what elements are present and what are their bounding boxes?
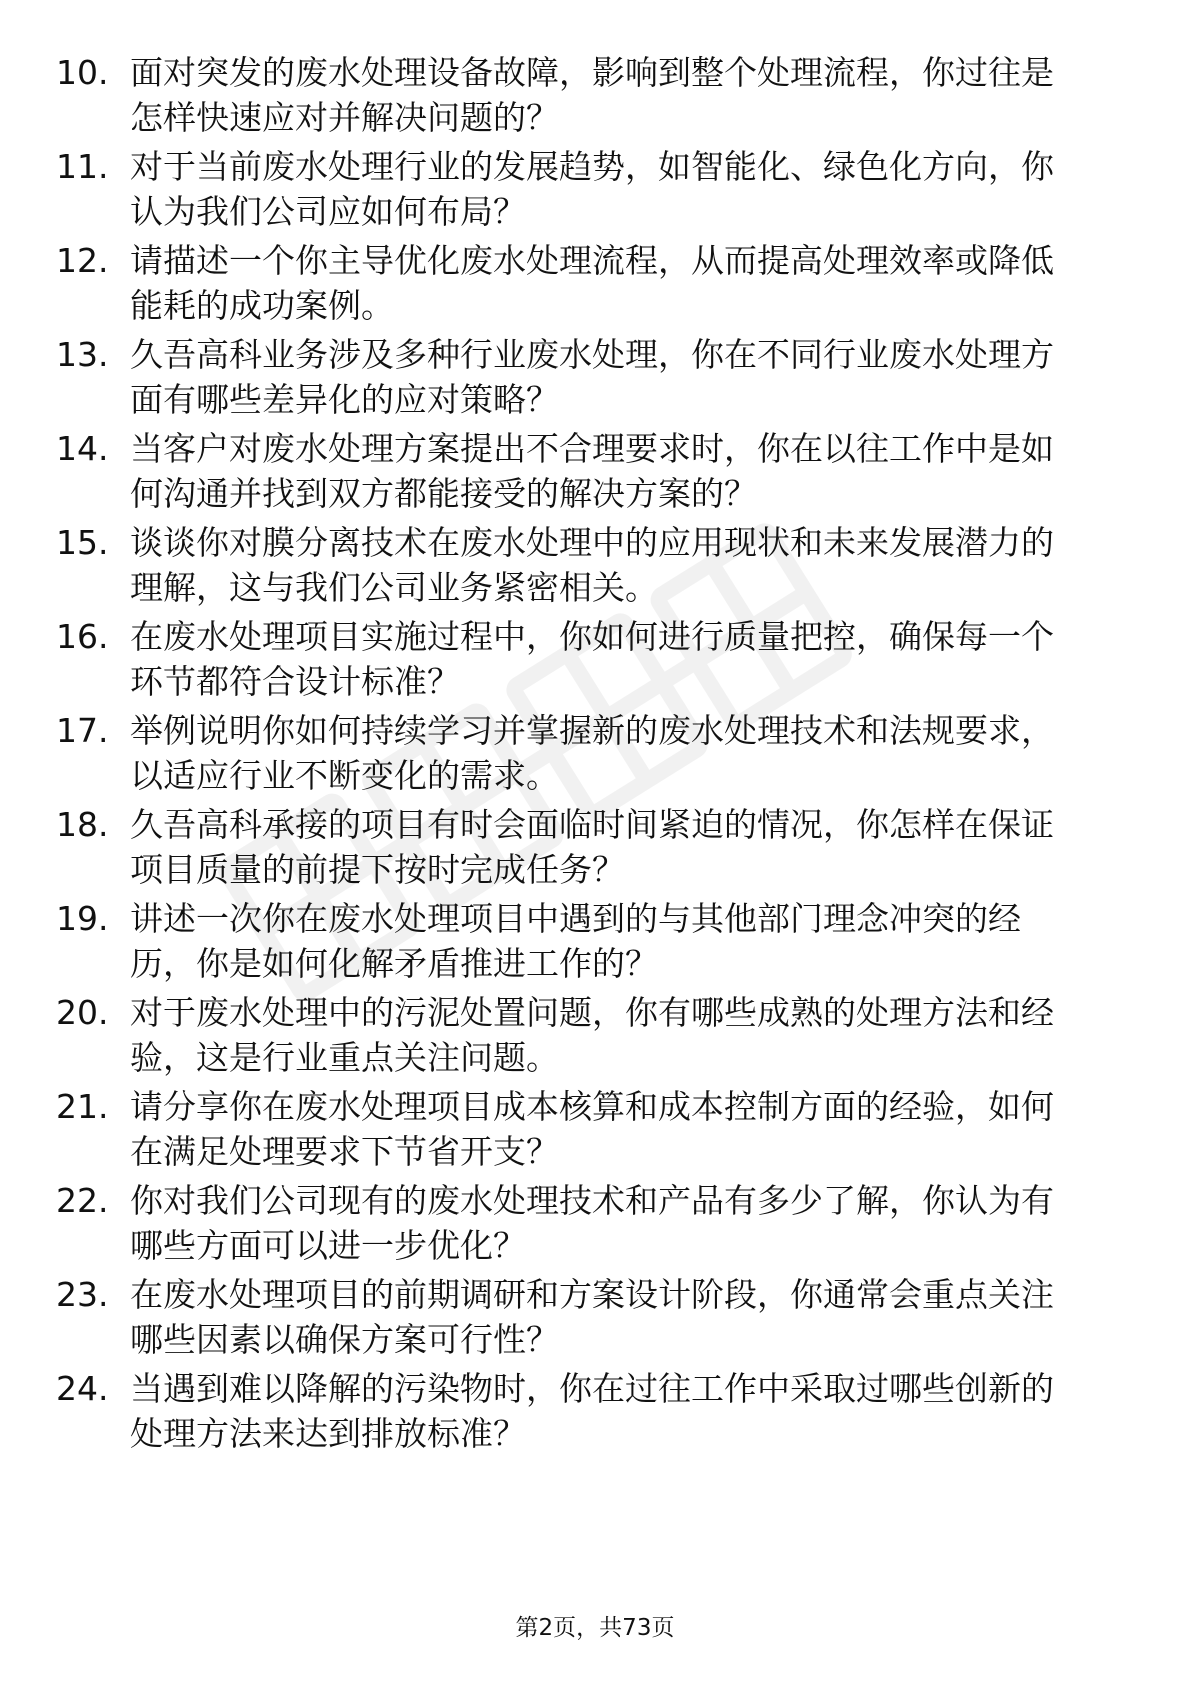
question-text: 面对突发的废水处理设备故障，影响到整个处理流程，你过往是 怎样快速应对并解决问题的？ xyxy=(130,53,1054,137)
question-item xyxy=(56,50,1136,150)
question-number: 19. xyxy=(56,899,109,938)
question-text: 久吾高科业务涉及多种行业废水处理，你在不同行业废水处理方 面有哪些差异化的应对策略？ xyxy=(130,335,1054,419)
question-number: 16. xyxy=(56,617,109,656)
question-item xyxy=(56,1178,1136,1278)
question-text: 请描述一个你主导优化废水处理流程，从而提高处理效率或降低 能耗的成功案例。 xyxy=(130,241,1054,325)
question-item xyxy=(56,1272,1136,1372)
question-text: 讲述一次你在废水处理项目中遇到的与其他部门理念冲突的经 历，你是如何化解矛盾推进工作的？ xyxy=(130,899,1021,983)
question-number: 21. xyxy=(56,1087,109,1126)
question-text: 你对我们公司现有的废水处理技术和产品有多少了解，你认为有 哪些方面可以进一步优化？ xyxy=(130,1181,1054,1265)
question-item xyxy=(56,426,1136,526)
question-text: 在废水处理项目实施过程中，你如何进行质量把控，确保每一个 环节都符合设计标准？ xyxy=(130,617,1054,701)
question-text: 当遇到难以降解的污染物时，你在过往工作中采取过哪些创新的 处理方法来达到排放标准？ xyxy=(130,1369,1054,1453)
question-text: 在废水处理项目的前期调研和方案设计阶段，你通常会重点关注 哪些因素以确保方案可行性？ xyxy=(130,1275,1054,1359)
question-item xyxy=(56,990,1136,1090)
page-footer: 第2页，共73页 xyxy=(515,1615,675,1641)
question-text: 谈谈你对膜分离技术在废水处理中的应用现状和未来发展潜力的 理解，这与我们公司业务紧密相关。 xyxy=(130,523,1054,607)
question-number: 18. xyxy=(56,805,109,844)
question-number: 13. xyxy=(56,335,109,374)
question-item xyxy=(56,802,1136,902)
question-number: 23. xyxy=(56,1275,109,1314)
question-number: 22. xyxy=(56,1181,109,1220)
question-number: 10. xyxy=(56,53,109,92)
question-item xyxy=(56,1366,1136,1466)
question-item xyxy=(56,1084,1136,1184)
question-text: 对于废水处理中的污泥处置问题，你有哪些成熟的处理方法和经 验，这是行业重点关注问题。 xyxy=(130,993,1054,1077)
question-text: 久吾高科承接的项目有时会面临时间紧迫的情况，你怎样在保证 项目质量的前提下按时完成任务？ xyxy=(130,805,1054,889)
question-item xyxy=(56,520,1136,620)
question-number: 20. xyxy=(56,993,109,1032)
question-text: 当客户对废水处理方案提出不合理要求时，你在以往工作中是如 何沟通并找到双方都能接受的解决方案的？ xyxy=(130,429,1054,513)
question-number: 17. xyxy=(56,711,109,750)
question-number: 24. xyxy=(56,1369,109,1408)
question-item xyxy=(56,896,1136,996)
question-number: 15. xyxy=(56,523,109,562)
question-item xyxy=(56,708,1136,808)
question-item xyxy=(56,238,1136,338)
question-number: 11. xyxy=(56,147,109,186)
question-text: 对于当前废水处理行业的发展趋势，如智能化、绿色化方向，你 认为我们公司应如何布局？ xyxy=(130,147,1054,231)
question-text: 举例说明你如何持续学习并掌握新的废水处理技术和法规要求， 以适应行业不断变化的需求。 xyxy=(130,711,1054,795)
question-item xyxy=(56,144,1136,244)
question-text: 请分享你在废水处理项目成本核算和成本控制方面的经验，如何 在满足处理要求下节省开支？ xyxy=(130,1087,1054,1171)
question-number: 12. xyxy=(56,241,109,280)
question-number: 14. xyxy=(56,429,109,468)
question-item xyxy=(56,614,1136,714)
question-item xyxy=(56,332,1136,432)
